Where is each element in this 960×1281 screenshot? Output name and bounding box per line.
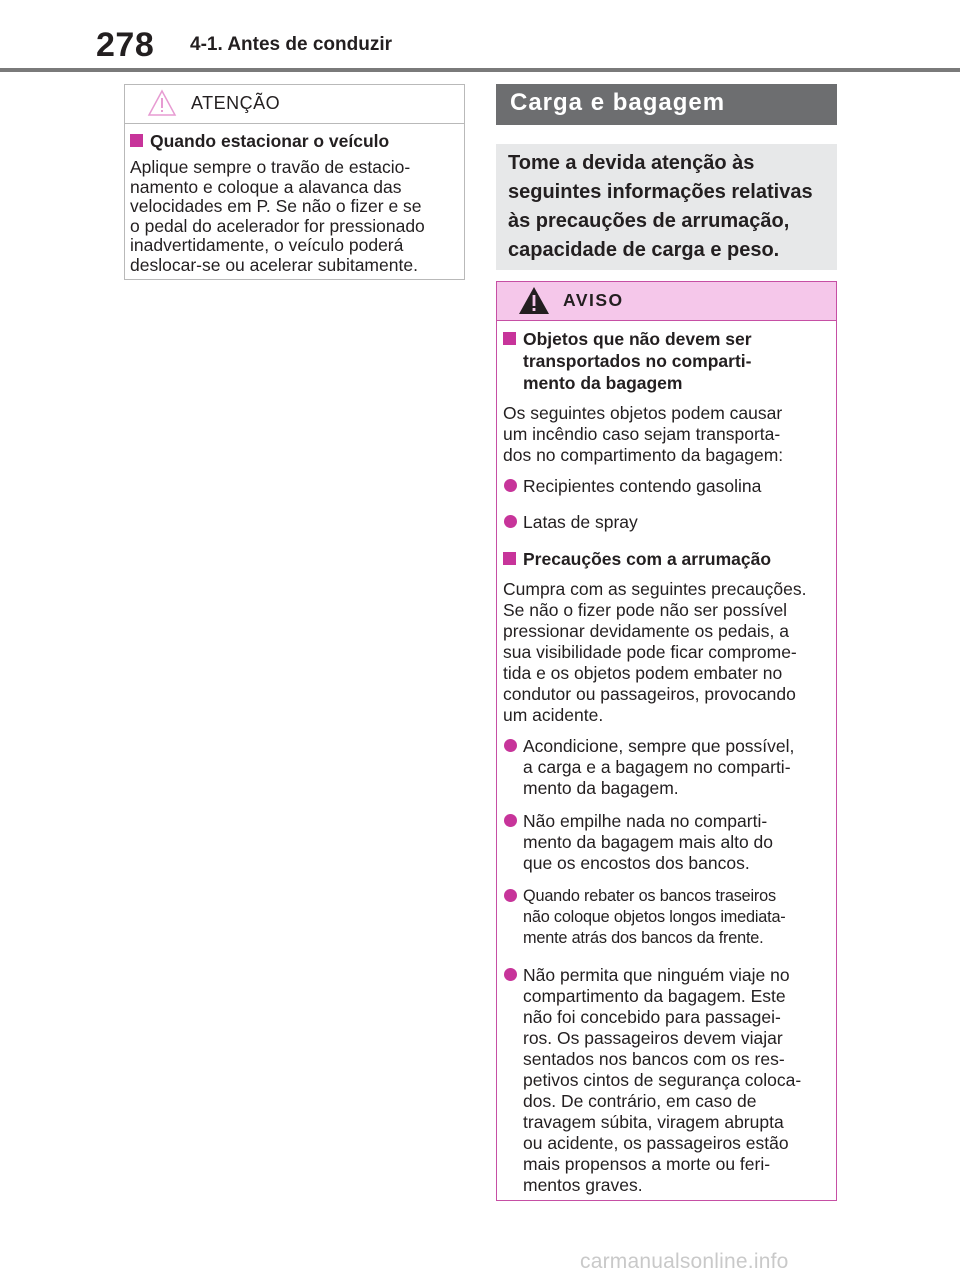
- section-intro: Tome a devida atenção às seguintes informações relativas às precauções de arrumação, capacidade de carga e peso.: [496, 144, 837, 270]
- page-header: [0, 0, 960, 72]
- watermark: carmanualsonline.info: [580, 1250, 789, 1273]
- round-bullet-icon: [504, 814, 517, 827]
- caution-triangle-icon: [147, 89, 177, 117]
- section-heading: Carga e bagagem: [510, 89, 726, 116]
- caution-box: [124, 84, 465, 280]
- header-rule: [0, 68, 960, 72]
- round-bullet-icon: [504, 479, 517, 492]
- round-bullet-icon: [504, 515, 517, 528]
- list-item: Não empilhe nada no comparti- mento da bagagem mais alto do que os encostos dos bancos.: [503, 811, 830, 874]
- caution-heading: Quando estacionar o veículo: [130, 130, 458, 152]
- warning-heading-1: Objetos que não devem ser transportados no comparti- mento da bagagem: [503, 328, 830, 394]
- round-bullet-icon: [504, 739, 517, 752]
- caution-text: Aplique sempre o travão de estacio- namento e coloque a alavanca das velocidades em P. Se não o fizer e se o pedal do acelerador for pressionado inadvertidamente, o veículo poderá deslocar-se ou acelerar subitamente.: [130, 157, 425, 275]
- caution-label: ATENÇÃO: [191, 93, 281, 113]
- warning-box: [496, 281, 837, 1201]
- warning-paragraph-2: Cumpra com as seguintes precauções. Se não o fizer pode não ser possível pressionar devidamente os pedais, a sua visibilidade pode ficar comprome- tida e os objetos podem embater no condutor ou passageiros, provocando um acidente.: [503, 579, 807, 725]
- section-title-bar: [496, 84, 837, 125]
- list-item: Não permita que ninguém viaje no compartimento da bagagem. Este não foi concebido para passagei- ros. Os passageiros devem viajar sentados nos bancos com os res- petivos cintos de segurança coloca- dos. De contrário, em caso de travagem súbita, viragem abrupta ou acidente, os passageiros estão mais propensos a morte ou feri- mentos graves.: [503, 965, 830, 1196]
- round-bullet-icon: [504, 889, 517, 902]
- square-bullet-icon: [503, 552, 516, 565]
- list-item: Latas de spray: [503, 512, 830, 533]
- section-title: 4-1. Antes de conduzir: [190, 34, 392, 55]
- list-item: Quando rebater os bancos traseiros não coloque objetos longos imediata- mente atrás dos bancos da frente.: [503, 886, 830, 949]
- list-item: Acondicione, sempre que possível, a carga e a bagagem no comparti- mento da bagagem.: [503, 736, 830, 799]
- page-number: 278: [96, 26, 155, 64]
- list-item: Recipientes contendo gasolina: [503, 476, 830, 497]
- warning-triangle-icon: [518, 286, 550, 315]
- round-bullet-icon: [504, 968, 517, 981]
- square-bullet-icon: [503, 332, 516, 345]
- caution-header: [125, 85, 464, 124]
- square-bullet-icon: [130, 134, 143, 147]
- warning-label: AVISO: [563, 290, 624, 310]
- warning-header: [497, 282, 836, 321]
- warning-heading-2: Precauções com a arrumação: [503, 548, 830, 570]
- warning-paragraph-1: Os seguintes objetos podem causar um incêndio caso sejam transporta- dos no compartimento da bagagem:: [503, 403, 784, 465]
